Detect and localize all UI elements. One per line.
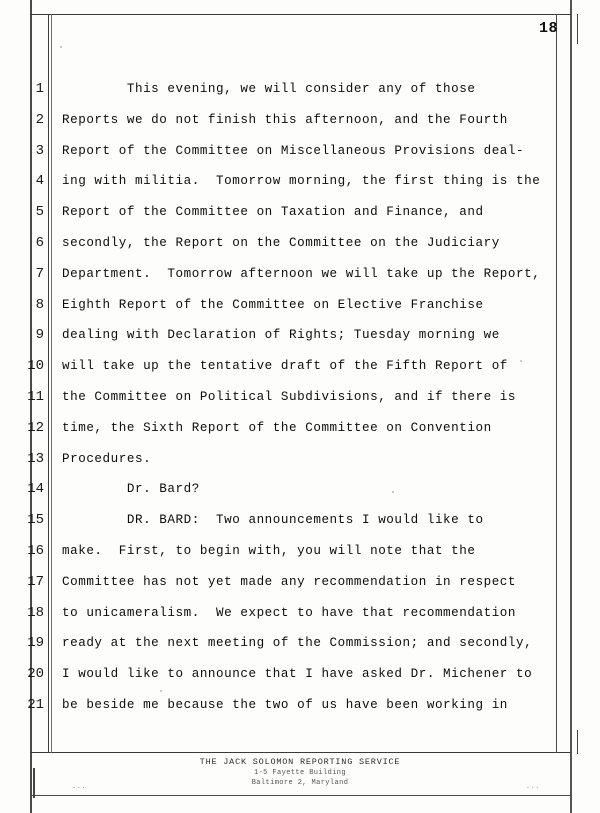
transcript-line: I would like to announce that I have asked Dr. Michener to [62,667,533,682]
line-number: 15 [27,512,44,529]
line-number: 20 [27,666,44,683]
line-number: 4 [35,173,44,190]
transcript-body [62,74,554,721]
transcript-line: Report of the Committee on Miscellaneous Provisions deal- [62,143,525,158]
bottom-rule-secondary [30,795,571,796]
transcript-line: Report of the Committee on Taxation and Finance, and [62,205,484,220]
right-margin-line [556,14,557,753]
transcript-line: ready at the next meeting of the Commission; and secondly, [62,636,533,651]
bottom-rule [30,752,571,753]
scan-edge-right [570,0,572,813]
reporting-service-address-1: 1-5 Fayette Building [253,769,346,777]
transcript-line: Eighth Report of the Committee on Elective Franchise [62,297,484,312]
line-number: 21 [27,696,44,713]
line-number: 14 [27,481,44,498]
transcript-line: dealing with Declaration of Rights; Tuesday morning we [62,328,500,343]
top-rule [30,14,571,15]
transcript-line: will take up the tentative draft of the Fifth Report of [62,359,508,374]
transcript-line: Procedures. [62,451,152,466]
line-number: 12 [27,419,44,436]
transcript-line: be beside me because the two of us have been working in [62,697,508,712]
line-number: 17 [27,573,44,590]
line-number: 7 [35,265,44,282]
transcript-line: to unicameralism. We expect to have that recommendation [62,605,517,620]
footer-corner-left: ... [72,783,87,791]
reporting-service-name: THE JACK SOLOMON REPORTING SERVICE [199,757,401,767]
scan-tick-bottom-right [577,730,578,754]
line-number: 9 [35,327,44,344]
line-number: 16 [27,542,44,559]
line-number: 8 [35,296,44,313]
reporting-service-address-2: Baltimore 2, Maryland [251,779,349,787]
line-number: 19 [27,635,44,652]
transcript-line: time, the Sixth Report of the Committee on Convention [62,420,492,435]
transcript-line: This evening, we will consider any of those [62,82,476,96]
left-margin-line [48,14,49,753]
transcript-line: Dr. Bard? [62,482,200,497]
line-number: 5 [35,204,44,221]
line-number: 18 [27,604,44,621]
transcript-line: secondly, the Report on the Committee on the Judiciary [62,235,500,250]
transcript-line: ing with militia. Tomorrow morning, the first thing is the [62,174,541,189]
line-number: 6 [35,234,44,251]
line-number-column [14,74,44,721]
line-number: 3 [35,142,44,159]
footer-corner-right: ... [525,783,540,791]
scan-tick-top-right [577,14,578,44]
footer-stamp [0,757,600,788]
transcript-line: DR. BARD: Two announcements I would like to [62,513,484,528]
transcript-line: the Committee on Political Subdivisions, and if there is [62,389,517,404]
transcript-line: Committee has not yet made any recommendation in respect [62,574,517,589]
line-number: 13 [27,450,44,467]
line-number: 1 [35,81,44,97]
line-number: 11 [27,388,44,405]
line-number: 2 [35,111,44,128]
transcript-line: Reports we do not finish this afternoon, and the Fourth [62,112,508,127]
transcript-line: Department. Tomorrow afternoon we will take up the Report, [62,266,541,281]
left-margin-line-secondary [51,14,52,753]
line-number: 10 [27,358,44,375]
scan-speckle [60,46,62,48]
transcript-line: make. First, to begin with, you will note that the [62,543,476,558]
page-number: 18 [538,20,558,37]
